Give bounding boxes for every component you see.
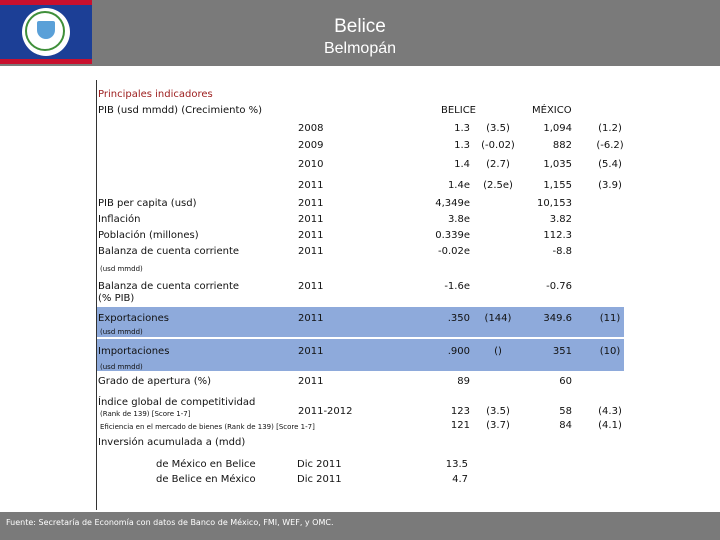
pib-belice: 1.3 [454, 123, 470, 134]
exportaciones-year: 2011 [298, 313, 324, 324]
pib-belice-growth: (3.5) [486, 123, 510, 134]
inflacion-year: 2011 [298, 214, 324, 225]
row-label-competitividad: Índice global de competitividad [98, 397, 256, 408]
table-left-rule [96, 80, 97, 510]
row-label-balanza-pib: Balanza de cuenta corriente [98, 281, 240, 292]
competitividad-belice: 123 [450, 406, 470, 417]
pib-mexico-growth: (3.9) [598, 180, 622, 191]
exportaciones-unit: (usd mmdd) [100, 328, 143, 336]
pib-belice: 1.3 [454, 140, 470, 151]
row-label-pib: PIB (usd mmdd) (Crecimiento %) [98, 105, 263, 116]
pib-per-capita-belice: 4,349e [435, 198, 470, 209]
balanza-pib-year: 2011 [298, 281, 324, 292]
pib-belice: 1.4e [447, 180, 470, 191]
apertura-year: 2011 [298, 376, 324, 387]
competitividad-subtitle: (Rank de 139) [Score 1-7] [100, 410, 191, 418]
apertura-belice: 89 [457, 376, 470, 387]
pib-belice-growth: (2.7) [486, 159, 510, 170]
inflacion-belice: 3.8e [447, 214, 470, 225]
eficiencia-belice-score: (3.7) [486, 420, 510, 431]
footer-bar [0, 512, 720, 540]
balanza-unit: (usd mmdd) [100, 265, 143, 273]
inversion-mexico-en-belice-label: de México en Belice [156, 459, 256, 470]
balanza-pib-mexico: -0.76 [546, 281, 572, 292]
pib-per-capita-mexico: 10,153 [537, 198, 572, 209]
col-header-belice: BELICE [441, 105, 476, 116]
pib-mexico: 1,035 [543, 159, 572, 170]
pib-year: 2010 [298, 159, 324, 170]
pib-per-capita-year: 2011 [298, 198, 324, 209]
importaciones-unit: (usd mmdd) [100, 363, 143, 371]
eficiencia-subtitle: Eficiencia en el mercado de bienes (Rank de 139) [Score 1-7] [100, 423, 315, 431]
eficiencia-belice: 121 [450, 420, 470, 431]
importaciones-mexico: 351 [552, 346, 572, 357]
balanza-belice: -0.02e [437, 246, 470, 257]
exportaciones-mexico: 349.6 [543, 313, 572, 324]
exportaciones-belice-growth: (144) [484, 313, 512, 324]
row-label-importaciones: Importaciones [98, 346, 170, 357]
pib-mexico-growth: (1.2) [598, 123, 622, 134]
inversion-belice-en-mexico-date: Dic 2011 [297, 474, 342, 485]
pib-mexico: 1,155 [543, 180, 572, 191]
exportaciones-belice: .350 [447, 313, 470, 324]
inversion-mexico-en-belice-date: Dic 2011 [297, 459, 342, 470]
row-label-balanza: Balanza de cuenta corriente [98, 246, 240, 257]
poblacion-year: 2011 [298, 230, 324, 241]
row-label-pib-per-capita: PIB per capita (usd) [98, 198, 197, 209]
balanza-year: 2011 [298, 246, 324, 257]
importaciones-year: 2011 [298, 346, 324, 357]
apertura-mexico: 60 [559, 376, 572, 387]
competitividad-mexico: 58 [559, 406, 572, 417]
competitividad-belice-score: (3.5) [486, 406, 510, 417]
balanza-pib-unit: (% PIB) [98, 293, 135, 304]
eficiencia-mexico-score: (4.1) [598, 420, 622, 431]
pib-year: 2011 [298, 180, 324, 191]
pib-belice-growth: (-0.02) [481, 140, 515, 151]
row-label-inflacion: Inflación [98, 214, 141, 225]
pib-mexico-growth: (-6.2) [596, 140, 624, 151]
balanza-mexico: -8.8 [552, 246, 572, 257]
inversion-belice-en-mexico-label: de Belice en México [156, 474, 256, 485]
importaciones-mexico-growth: (10) [599, 346, 621, 357]
pib-year: 2008 [298, 123, 324, 134]
pib-belice-growth: (2.5e) [483, 180, 513, 191]
inversion-mexico-en-belice-value: 13.5 [445, 459, 468, 470]
page-title: Belice [334, 16, 386, 37]
row-label-inversion: Inversión acumulada a (mdd) [98, 437, 246, 448]
poblacion-mexico: 112.3 [543, 230, 572, 241]
page-subtitle: Belmopán [323, 40, 397, 57]
pib-mexico: 1,094 [543, 123, 572, 134]
pib-year: 2009 [298, 140, 324, 151]
row-label-poblacion: Población (millones) [98, 230, 199, 241]
col-header-mexico: MÉXICO [532, 105, 572, 116]
importaciones-belice: .900 [447, 346, 470, 357]
poblacion-belice: 0.339e [435, 230, 470, 241]
pib-mexico: 882 [552, 140, 572, 151]
inflacion-mexico: 3.82 [549, 214, 572, 225]
pib-mexico-growth: (5.4) [598, 159, 622, 170]
competitividad-mexico-score: (4.3) [598, 406, 622, 417]
exportaciones-mexico-growth: (11) [599, 313, 621, 324]
source-note: Fuente: Secretaría de Economía con datos de Banco de México, FMI, WEF, y OMC. [6, 518, 334, 527]
eficiencia-mexico: 84 [559, 420, 572, 431]
row-label-exportaciones: Exportaciones [98, 313, 169, 324]
section-title: Principales indicadores [98, 89, 213, 100]
pib-belice: 1.4 [454, 159, 470, 170]
row-label-apertura: Grado de apertura (%) [98, 376, 212, 387]
balanza-pib-belice: -1.6e [444, 281, 470, 292]
header-bar [0, 0, 720, 66]
inversion-belice-en-mexico-value: 4.7 [452, 474, 468, 485]
importaciones-belice-growth: () [494, 346, 502, 357]
competitividad-year: 2011-2012 [298, 406, 353, 417]
